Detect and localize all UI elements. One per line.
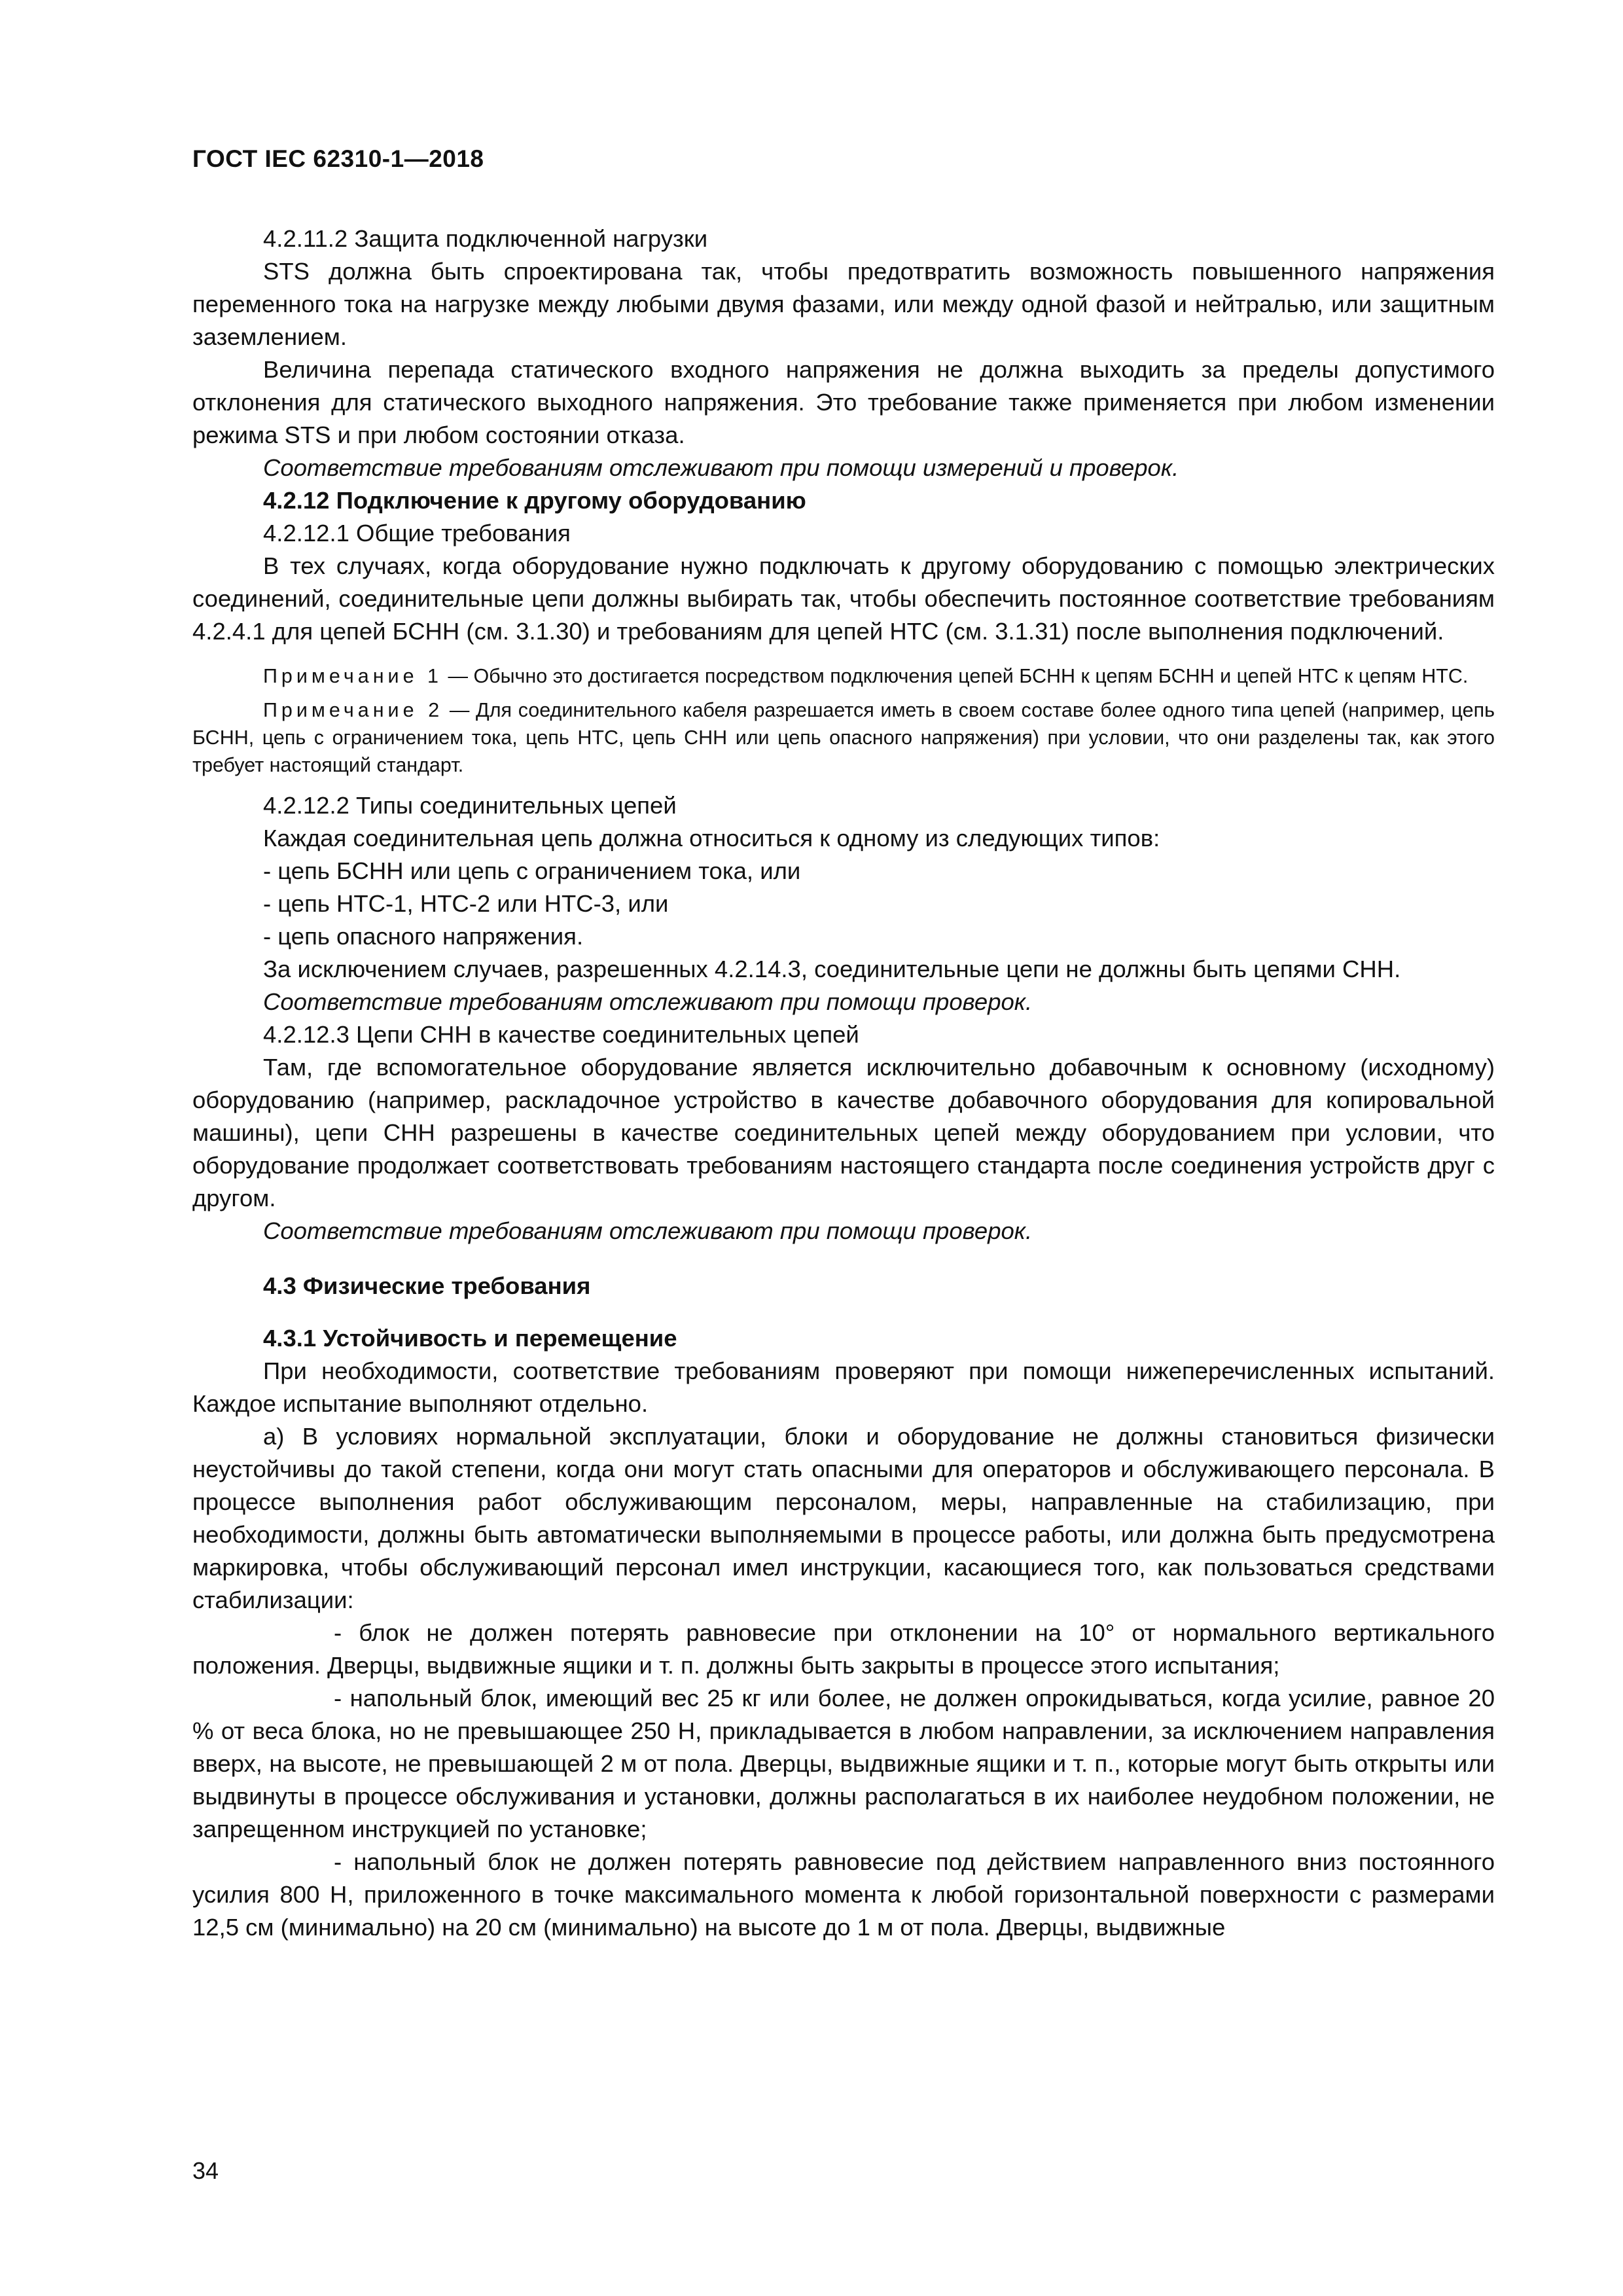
paragraph: В тех случаях, когда оборудование нужно подключать к другому оборудованию с помощью электрических соединений, соединительные цепи должны выбирать так, чтобы обеспечить постоянное соответствие требованиям 4.2.4.1 для цепей БСНН (см. 3.1.30) и требованиям для цепей НТС (см. 3.1.31) после выполнения подключений. xyxy=(192,552,1495,645)
list-item: - блок не должен потерять равновесие при отклонении на 10° от нормального вертикального положения. Дверцы, выдвижные ящики и т. п. должны быть закрыты в процессе этого испытания; xyxy=(192,1619,1495,1679)
list-item: - цепь БСНН или цепь с ограничением тока, или xyxy=(263,857,801,884)
section-heading: 4.2.12 Подключение к другому оборудованию xyxy=(263,487,806,514)
note-text: — Для соединительного кабеля разрешается иметь в своем составе более одного типа цепей (например, цепь БСНН, цепь с ограничением тока, цепь НТС, цепь СНН или цепь опасного напряжения) при условии, что они разделены так, как этого требует настоящий стандарт. xyxy=(192,699,1495,776)
standard-header: ГОСТ IEC 62310-1—2018 xyxy=(192,145,484,172)
paragraph: а) В условиях нормальной эксплуатации, блоки и оборудование не должны становиться физически неустойчивы до такой степени, когда они могут стать опасными для операторов и обслуживающего персонала. В процессе выполнения работ обслуживающим персоналом, меры, направленные на стабилизацию, при необходимости, должны быть автоматически выполняемыми в процессе работы, или должна быть предусмотрена маркировка, чтобы обслуживающий персонал имел инструкции, касающиеся того, как пользоваться средствами стабилизации: xyxy=(192,1423,1495,1613)
compliance-statement: Соответствие требованиям отслеживают при помощи измерений и проверок. xyxy=(263,454,1179,481)
list-item: - напольный блок не должен потерять равновесие под действием направленного вниз постоянного усилия 800 Н, приложенного в точке максимального момента к любой горизонтальной поверхности с размерами 12,5 см (минимально) на 20 см (минимально) на высоте до 1 м от пола. Дверцы, выдвижные xyxy=(192,1848,1495,1941)
paragraph: За исключением случаев, разрешенных 4.2.14.3, соединительные цепи не должны быть цепями СНН. xyxy=(263,956,1401,982)
paragraph: При необходимости, соответствие требованиям проверяют при помощи нижеперечисленных испытаний. Каждое испытание выполняют отдельно. xyxy=(192,1357,1495,1417)
list-item: - цепь НТС-1, НТС-2 или НТС-3, или xyxy=(263,890,669,917)
note-text: — Обычно это достигается посредством подключения цепей БСНН к цепям БСНН и цепей НТС к цепям НТС. xyxy=(448,665,1469,687)
section-heading: 4.3 Физические требования xyxy=(263,1272,591,1299)
list-item: - напольный блок, имеющий вес 25 кг или более, не должен опрокидываться, когда усилие, равное 20 % от веса блока, но не превышающее 250 Н, прикладывается в любом направлении, за исключением направления вверх, на высоте, не превышающей 2 м от пола. Дверцы, выдвижные ящики и т. п., которые могут быть открыты или выдвинуты в процессе обслуживания и установки, должны располагаться в их наиболее неудобном положении, не запрещенном инструкцией по установке; xyxy=(192,1685,1495,1842)
clause-heading: 4.2.12.1 Общие требования xyxy=(263,520,571,547)
compliance-statement: Соответствие требованиям отслеживают при помощи проверок. xyxy=(263,988,1033,1015)
page-number: 34 xyxy=(192,2157,219,2184)
note-label: Примечание 1 xyxy=(263,665,442,687)
clause-heading: 4.2.11.2 Защита подключенной нагрузки xyxy=(263,225,708,252)
note-2 xyxy=(192,696,1495,779)
clause-heading: 4.2.12.3 Цепи СНН в качестве соединительных цепей xyxy=(263,1021,859,1048)
list-item: - цепь опасного напряжения. xyxy=(263,923,584,950)
note-1 xyxy=(192,662,1495,690)
paragraph: Величина перепада статического входного напряжения не должна выходить за пределы допустимого отклонения для статического выходного напряжения. Это требование также применяется при любом изменении режима STS и при любом состоянии отказа. xyxy=(192,356,1495,448)
paragraph: Там, где вспомогательное оборудование является исключительно добавочным к основному (исходному) оборудованию (например, раскладочное устройство в качестве добавочного оборудования для копировальной машины), цепи СНН разрешены в качестве соединительных цепей между оборудованием при условии, что оборудование продолжает соответствовать требованиям настоящего стандарта после соединения устройств друг с другом. xyxy=(192,1054,1495,1211)
note-label: Примечание 2 xyxy=(263,699,444,721)
compliance-statement: Соответствие требованиям отслеживают при помощи проверок. xyxy=(263,1217,1033,1244)
paragraph: STS должна быть спроектирована так, чтобы предотвратить возможность повышенного напряжения переменного тока на нагрузке между любыми двумя фазами, или между одной фазой и нейтралью, или защитным заземлением. xyxy=(192,258,1495,350)
section-heading: 4.3.1 Устойчивость и перемещение xyxy=(263,1325,677,1352)
page-body xyxy=(192,223,1495,1944)
paragraph: Каждая соединительная цепь должна относиться к одному из следующих типов: xyxy=(263,825,1160,852)
clause-heading: 4.2.12.2 Типы соединительных цепей xyxy=(263,792,677,819)
